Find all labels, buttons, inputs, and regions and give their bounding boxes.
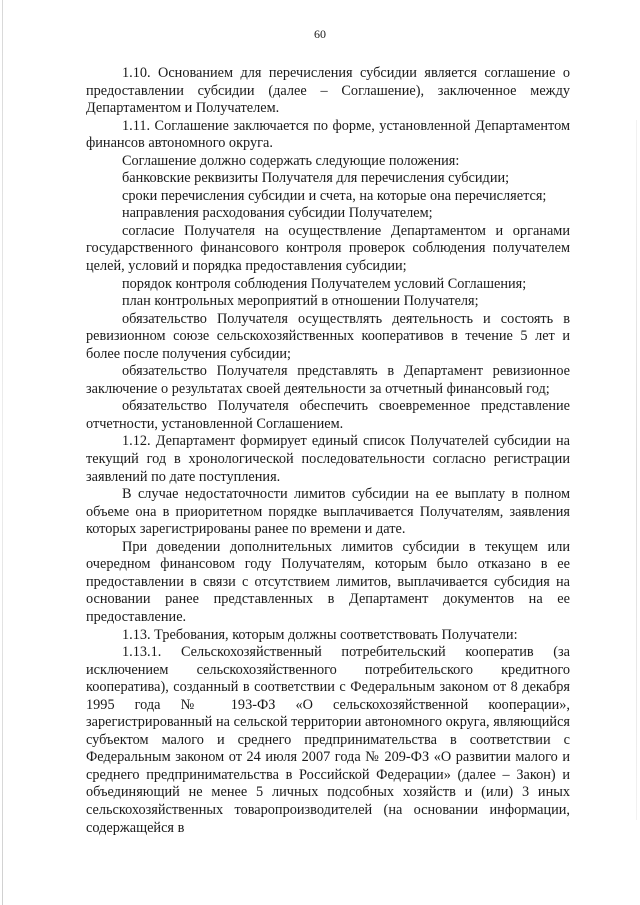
provision-spending-directions: направления расходования субсидии Получателем; <box>122 205 433 222</box>
provision-union-membership: обязательство Получателя осуществлять деятельность и состоять в ревизионном союзе сельскохозяйственных кооперативов в течение 5 лет и более после получения субсидии; <box>86 310 570 362</box>
paragraph-1-13-1: 1.13.1. Сельскохозяйственный потребительский кооператив (за исключением сельскохозяйственного потребительского кредитного кооператива), созданный в соответствии с Федеральным законом от 8 декабря 1995 года № 193-ФЗ «О сельскохозяйственной кооперации», зарегистрированный на сельской территории автономного округа, являющийся субъектом малого и среднего предпринимательства в соответствии с Федеральным законом от 24 июля 2007 года № 209-ФЗ «О развитии малого и среднего предпринимательства в Российской Федерации» (далее – Закон) и объединяющий не менее 5 личных подсобных хозяйств и (или) 3 иных сельскохозяйственных товаропроизводителей (на основании информации, содержащейся в <box>86 644 570 836</box>
provision-audit-consent: согласие Получателя на осуществление Департаментом и органами государственного финансового контроля проверок соблюдения получателем целей, условий и порядка предоставления субсидии; <box>86 222 570 275</box>
paragraph-1-11: 1.11. Соглашение заключается по форме, установленной Департаментом финансов автономного округа. <box>86 117 570 152</box>
paragraph-insufficient-limits: В случае недостаточности лимитов субсидии на ее выплату в полном объеме она в приоритетном порядке выплачивается Получателям, заявления которых зарегистрированы ранее по времени и дате. <box>86 486 570 538</box>
provision-reporting: обязательство Получателя обеспечить своевременное представление отчетности, установленной Соглашением. <box>86 398 570 432</box>
scan-edge-left <box>2 0 3 905</box>
paragraph-1-10: 1.10. Основанием для перечисления субсидии является соглашение о предоставлении субсидии (далее – Соглашение), заключенное между Департаментом и Получателем. <box>86 65 570 117</box>
provision-control-procedure: порядок контроля соблюдения Получателем условий Соглашения; <box>122 275 527 292</box>
paragraph-1-12: 1.12. Департамент формирует единый список Получателей субсидии на текущий год в хронологической последовательности согласно регистрации заявлений по дате поступления. <box>86 433 570 485</box>
provision-bank-details: банковские реквизиты Получателя для перечисления субсидии; <box>122 170 510 187</box>
provision-audit-report: обязательство Получателя представлять в Департамент ревизионное заключение о результатах своей деятельности за отчетный финансовый год; <box>86 363 570 397</box>
page-number: 60 <box>314 27 326 41</box>
paragraph-additional-limits: При доведении дополнительных лимитов субсидии в текущем или очередном финансовом году Получателям, которым было отказано в ее предоставлении в связи с отсутствием лимитов, выплачивается субсидия на основании ранее представленных в Департамент документов на ее предоставление. <box>86 538 570 625</box>
provision-transfer-terms: сроки перечисления субсидии и счета, на которые она перечисляется; <box>122 187 547 204</box>
provision-control-plan: план контрольных мероприятий в отношении Получателя; <box>122 293 479 310</box>
agreement-provisions-intro: Соглашение должно содержать следующие положения: <box>122 152 460 169</box>
paragraph-1-13: 1.13. Требования, которым должны соответствовать Получатели: <box>122 626 518 643</box>
document-body <box>86 65 570 837</box>
scan-edge-right <box>636 120 637 820</box>
